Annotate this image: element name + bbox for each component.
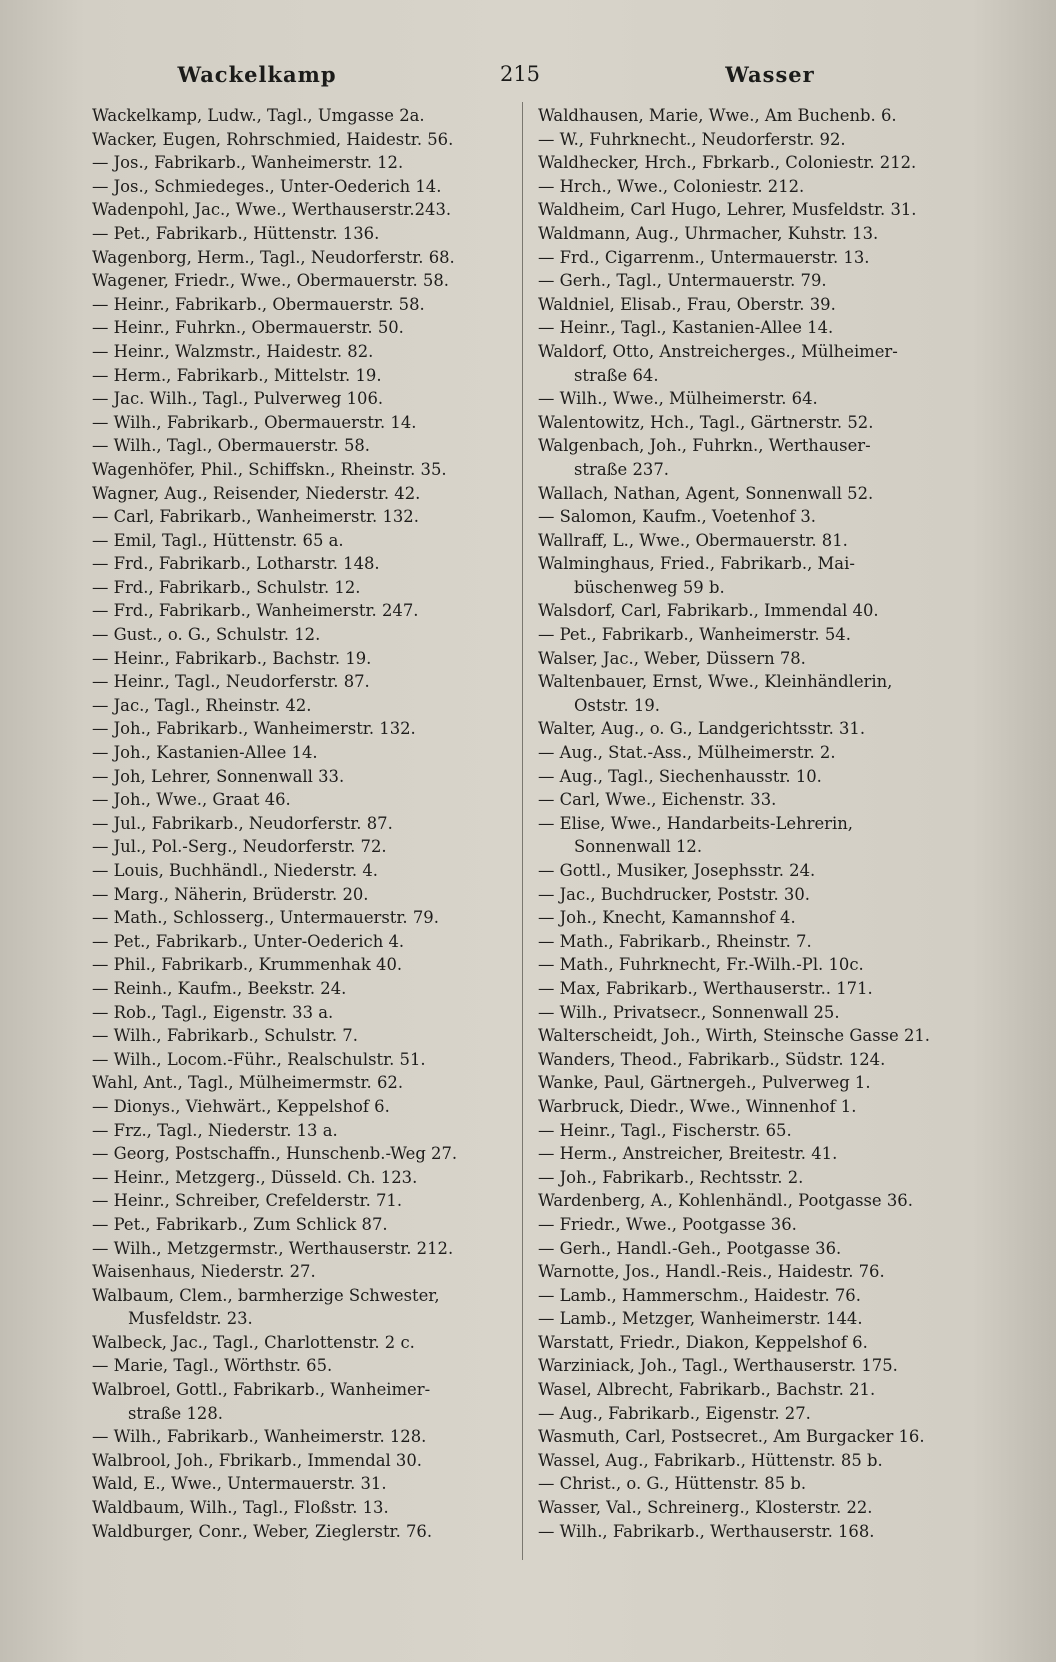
directory-entry: — Emil, Tagl., Hüttenstr. 65 a. xyxy=(92,530,344,550)
directory-entry: Warstatt, Friedr., Diakon, Keppelshof 6. xyxy=(538,1332,868,1352)
directory-entry: — Heinr., Tagl., Fischerstr. 65. xyxy=(538,1120,792,1140)
directory-entry: — Herm., Fabrikarb., Mittelstr. 19. xyxy=(92,365,382,385)
directory-entry: Waisenhaus, Niederstr. 27. xyxy=(92,1262,316,1282)
directory-entry: — Heinr., Fabrikarb., Obermauerstr. 58. xyxy=(92,294,425,314)
directory-entry: Wald, E., Wwe., Untermauerstr. 31. xyxy=(92,1474,387,1494)
directory-entry: — Wilh., Locom.-Führ., Realschulstr. 51. xyxy=(92,1049,426,1069)
directory-entry: Sonnenwall 12. xyxy=(574,837,703,857)
directory-entry: — Frd., Fabrikarb., Schulstr. 12. xyxy=(92,577,361,597)
directory-entry: Walser, Jac., Weber, Düssern 78. xyxy=(538,648,806,668)
directory-entry: — Frd., Cigarrenm., Untermauerstr. 13. xyxy=(538,247,870,267)
directory-entry: Walentowitz, Hch., Tagl., Gärtnerstr. 52. xyxy=(538,412,874,432)
directory-entry: — Jac., Buchdrucker, Poststr. 30. xyxy=(538,884,810,904)
directory-entry: — Heinr., Tagl., Kastanien-Allee 14. xyxy=(538,318,834,338)
directory-entry: büschenweg 59 b. xyxy=(574,577,725,597)
directory-entry: — Jul., Fabrikarb., Neudorferstr. 87. xyxy=(92,813,393,833)
directory-entry: — Wilh., Fabrikarb., Werthauserstr. 168. xyxy=(538,1521,875,1541)
directory-entry: — Jos., Fabrikarb., Wanheimerstr. 12. xyxy=(92,153,404,173)
directory-entry: Walbroel, Gottl., Fabrikarb., Wanheimer- xyxy=(92,1380,431,1400)
directory-entry: — Heinr., Fuhrkn., Obermauerstr. 50. xyxy=(92,318,404,338)
directory-entry: Wardenberg, A., Kohlenhändl., Pootgasse 36. xyxy=(538,1191,913,1211)
directory-entry: — W., Fuhrknecht., Neudorferstr. 92. xyxy=(538,129,846,149)
directory-entry: — Friedr., Wwe., Pootgasse 36. xyxy=(538,1214,797,1234)
directory-entry: — Frd., Fabrikarb., Wanheimerstr. 247. xyxy=(92,601,419,621)
directory-entry: — Aug., Fabrikarb., Eigenstr. 27. xyxy=(538,1403,811,1423)
directory-entry: — Herm., Anstreicher, Breitestr. 41. xyxy=(538,1144,838,1164)
directory-entry: — Pet., Fabrikarb., Unter-Oederich 4. xyxy=(92,931,405,951)
directory-entry: Walsdorf, Carl, Fabrikarb., Immendal 40. xyxy=(538,601,879,621)
directory-entry: straße 64. xyxy=(574,365,659,385)
directory-entry: Walterscheidt, Joh., Wirth, Steinsche Gasse 21. xyxy=(538,1026,931,1046)
directory-entry: Wanders, Theod., Fabrikarb., Südstr. 124. xyxy=(538,1049,886,1069)
directory-entry: — Heinr., Tagl., Neudorferstr. 87. xyxy=(92,672,370,692)
directory-entry: — Jac., Tagl., Rheinstr. 42. xyxy=(92,695,312,715)
directory-entry: — Louis, Buchhändl., Niederstr. 4. xyxy=(92,861,378,880)
directory-entry: — Pet., Fabrikarb., Zum Schlick 87. xyxy=(92,1214,388,1234)
directory-entry: — Phil., Fabrikarb., Krummenhak 40. xyxy=(92,955,403,975)
directory-entry: Waldniel, Elisab., Frau, Oberstr. 39. xyxy=(538,294,836,314)
directory-entry: — Heinr., Fabrikarb., Bachstr. 19. xyxy=(92,648,372,668)
directory-entry: Wasel, Albrecht, Fabrikarb., Bachstr. 21. xyxy=(538,1380,876,1400)
directory-entry: — Dionys., Viehwärt., Keppelshof 6. xyxy=(92,1096,390,1116)
directory-entry: Waldbaum, Wilh., Tagl., Floßstr. 13. xyxy=(92,1498,389,1518)
directory-entry: Wallraff, L., Wwe., Obermauerstr. 81. xyxy=(538,530,848,550)
directory-entry: — Georg, Postschaffn., Hunschenb.-Weg 27. xyxy=(92,1144,458,1164)
directory-entry: Walgenbach, Joh., Fuhrkn., Werthauser- xyxy=(538,436,871,456)
directory-entry: — Wilh., Privatsecr., Sonnenwall 25. xyxy=(538,1002,840,1022)
header-left-word: Wackelkamp xyxy=(177,62,337,87)
directory-entry: Walbeck, Jac., Tagl., Charlottenstr. 2 c. xyxy=(92,1332,415,1352)
directory-entry: — Gottl., Musiker, Josephsstr. 24. xyxy=(538,861,816,880)
directory-entry: — Joh., Fabrikarb., Rechtsstr. 2. xyxy=(538,1167,804,1187)
directory-entry: — Math., Fabrikarb., Rheinstr. 7. xyxy=(538,931,812,951)
directory-entry: Wasser, Val., Schreinerg., Klosterstr. 22. xyxy=(538,1498,873,1518)
directory-entry: — Gerh., Handl.-Geh., Pootgasse 36. xyxy=(538,1238,842,1258)
directory-entry: Warziniack, Joh., Tagl., Werthauserstr. 175. xyxy=(538,1356,898,1376)
directory-entry: Wadenpohl, Jac., Wwe., Werthauserstr.243. xyxy=(92,200,452,220)
directory-entry: — Marg., Näherin, Brüderstr. 20. xyxy=(92,884,369,904)
directory-entry: Waltenbauer, Ernst, Wwe., Kleinhändlerin, xyxy=(538,672,893,692)
directory-entry: — Aug., Tagl., Siechenhausstr. 10. xyxy=(538,766,822,786)
directory-entry: Wacker, Eugen, Rohrschmied, Haidestr. 56. xyxy=(92,129,454,149)
directory-entry: — Salomon, Kaufm., Voetenhof 3. xyxy=(538,507,816,527)
directory-entry: — Jac. Wilh., Tagl., Pulverweg 106. xyxy=(92,389,384,409)
directory-entry: — Heinr., Schreiber, Crefelderstr. 71. xyxy=(92,1191,403,1211)
directory-entry: — Wilh., Fabrikarb., Schulstr. 7. xyxy=(92,1026,358,1046)
directory-entry: Warnotte, Jos., Handl.-Reis., Haidestr. 76. xyxy=(538,1262,885,1282)
directory-entry: — Pet., Fabrikarb., Wanheimerstr. 54. xyxy=(538,625,851,645)
directory-entry: — Math., Fuhrknecht, Fr.-Wilh.-Pl. 10c. xyxy=(538,955,864,975)
directory-entry: Wagner, Aug., Reisender, Niederstr. 42. xyxy=(92,483,421,503)
directory-entry: — Gerh., Tagl., Untermauerstr. 79. xyxy=(538,271,827,291)
page-header xyxy=(0,62,1056,92)
directory-entry: Oststr. 19. xyxy=(574,695,660,715)
directory-entry: — Math., Schlosserg., Untermauerstr. 79. xyxy=(92,908,439,928)
directory-entry: — Max, Fabrikarb., Werthauserstr.. 171. xyxy=(538,978,873,998)
directory-entry: Waldburger, Conr., Weber, Zieglerstr. 76. xyxy=(92,1521,433,1541)
directory-entry: Wassel, Aug., Fabrikarb., Hüttenstr. 85 b. xyxy=(538,1450,883,1470)
directory-entry: Warbruck, Diedr., Wwe., Winnenhof 1. xyxy=(538,1096,857,1116)
directory-entry: — Lamb., Metzger, Wanheimerstr. 144. xyxy=(538,1309,863,1329)
directory-entry: — Jul., Pol.-Serg., Neudorferstr. 72. xyxy=(92,837,387,857)
directory-entry: — Wilh., Wwe., Mülheimerstr. 64. xyxy=(538,389,818,409)
directory-entry: — Joh, Lehrer, Sonnenwall 33. xyxy=(92,766,345,786)
directory-entry: — Frz., Tagl., Niederstr. 13 a. xyxy=(92,1120,338,1140)
left-column xyxy=(92,104,514,1543)
directory-entry: — Elise, Wwe., Handarbeits-Lehrerin, xyxy=(538,813,853,833)
directory-entry: — Wilh., Tagl., Obermauerstr. 58. xyxy=(92,436,371,456)
directory-entry: Musfeldstr. 23. xyxy=(128,1309,253,1329)
directory-entry: Wahl, Ant., Tagl., Mülheimermstr. 62. xyxy=(92,1073,404,1093)
directory-entry: Walbrool, Joh., Fbrikarb., Immendal 30. xyxy=(92,1450,422,1470)
directory-entry: Waldhecker, Hrch., Fbrkarb., Coloniestr. 212. xyxy=(538,153,917,173)
directory-entry: — Heinr., Walzmstr., Haidestr. 82. xyxy=(92,341,374,361)
directory-entry: — Carl, Wwe., Eichenstr. 33. xyxy=(538,790,777,810)
directory-entry: — Marie, Tagl., Wörthstr. 65. xyxy=(92,1356,333,1376)
directory-entry: — Lamb., Hammerschm., Haidestr. 76. xyxy=(538,1285,861,1305)
directory-entry: Wackelkamp, Ludw., Tagl., Umgasse 2a. xyxy=(92,106,425,125)
directory-entry: — Carl, Fabrikarb., Wanheimerstr. 132. xyxy=(92,507,419,527)
directory-entry: — Joh., Knecht, Kamannshof 4. xyxy=(538,908,796,928)
directory-entry: straße 128. xyxy=(128,1403,223,1423)
directory-entry: — Hrch., Wwe., Coloniestr. 212. xyxy=(538,176,805,196)
directory-entry: — Wilh., Fabrikarb., Obermauerstr. 14. xyxy=(92,412,417,432)
directory-entry: Wasmuth, Carl, Postsecret., Am Burgacker 16. xyxy=(538,1427,925,1447)
directory-entry: — Wilh., Metzgermstr., Werthauserstr. 212. xyxy=(92,1238,454,1258)
directory-entry: Walbaum, Clem., barmherzige Schwester, xyxy=(92,1285,440,1305)
directory-entry: Waldheim, Carl Hugo, Lehrer, Musfeldstr. 31. xyxy=(538,200,917,220)
page-number: 215 xyxy=(499,62,541,86)
directory-entry: Walter, Aug., o. G., Landgerichtsstr. 31. xyxy=(538,719,866,739)
directory-entry: Wagener, Friedr., Wwe., Obermauerstr. 58. xyxy=(92,271,449,291)
header-right-word: Wasser xyxy=(725,62,815,87)
directory-entry: — Wilh., Fabrikarb., Wanheimerstr. 128. xyxy=(92,1427,427,1447)
directory-entry: — Joh., Wwe., Graat 46. xyxy=(92,790,291,810)
directory-entry: — Heinr., Metzgerg., Düsseld. Ch. 123. xyxy=(92,1167,418,1187)
directory-entry: — Joh., Fabrikarb., Wanheimerstr. 132. xyxy=(92,719,416,739)
directory-entry: — Christ., o. G., Hüttenstr. 85 b. xyxy=(538,1474,807,1494)
directory-entry: straße 237. xyxy=(574,459,669,479)
directory-entry: Waldorf, Otto, Anstreicherges., Mülheimer- xyxy=(538,341,898,361)
right-column xyxy=(538,104,982,1543)
directory-entry: Wallach, Nathan, Agent, Sonnenwall 52. xyxy=(538,483,874,503)
directory-entry: Wagenhöfer, Phil., Schiffskn., Rheinstr. 35. xyxy=(92,459,447,479)
directory-entry: — Jos., Schmiedeges., Unter-Oederich 14. xyxy=(92,176,442,196)
directory-entry: — Gust., o. G., Schulstr. 12. xyxy=(92,625,321,645)
directory-entry: Waldmann, Aug., Uhrmacher, Kuhstr. 13. xyxy=(538,223,879,243)
directory-entry: — Reinh., Kaufm., Beekstr. 24. xyxy=(92,978,347,998)
directory-entry: Wagenborg, Herm., Tagl., Neudorferstr. 68. xyxy=(92,247,455,267)
directory-entry: — Rob., Tagl., Eigenstr. 33 a. xyxy=(92,1002,334,1022)
directory-entry: Waldhausen, Marie, Wwe., Am Buchenb. 6. xyxy=(538,106,897,125)
column-divider xyxy=(522,102,523,1560)
directory-entry: — Frd., Fabrikarb., Lotharstr. 148. xyxy=(92,554,380,574)
directory-entry: Wanke, Paul, Gärtnergeh., Pulverweg 1. xyxy=(538,1073,871,1093)
directory-entry: — Aug., Stat.-Ass., Mülheimerstr. 2. xyxy=(538,743,836,763)
directory-entry: — Joh., Kastanien-Allee 14. xyxy=(92,743,318,763)
directory-entry: Walminghaus, Fried., Fabrikarb., Mai- xyxy=(538,554,855,574)
directory-entry: — Pet., Fabrikarb., Hüttenstr. 136. xyxy=(92,223,380,243)
